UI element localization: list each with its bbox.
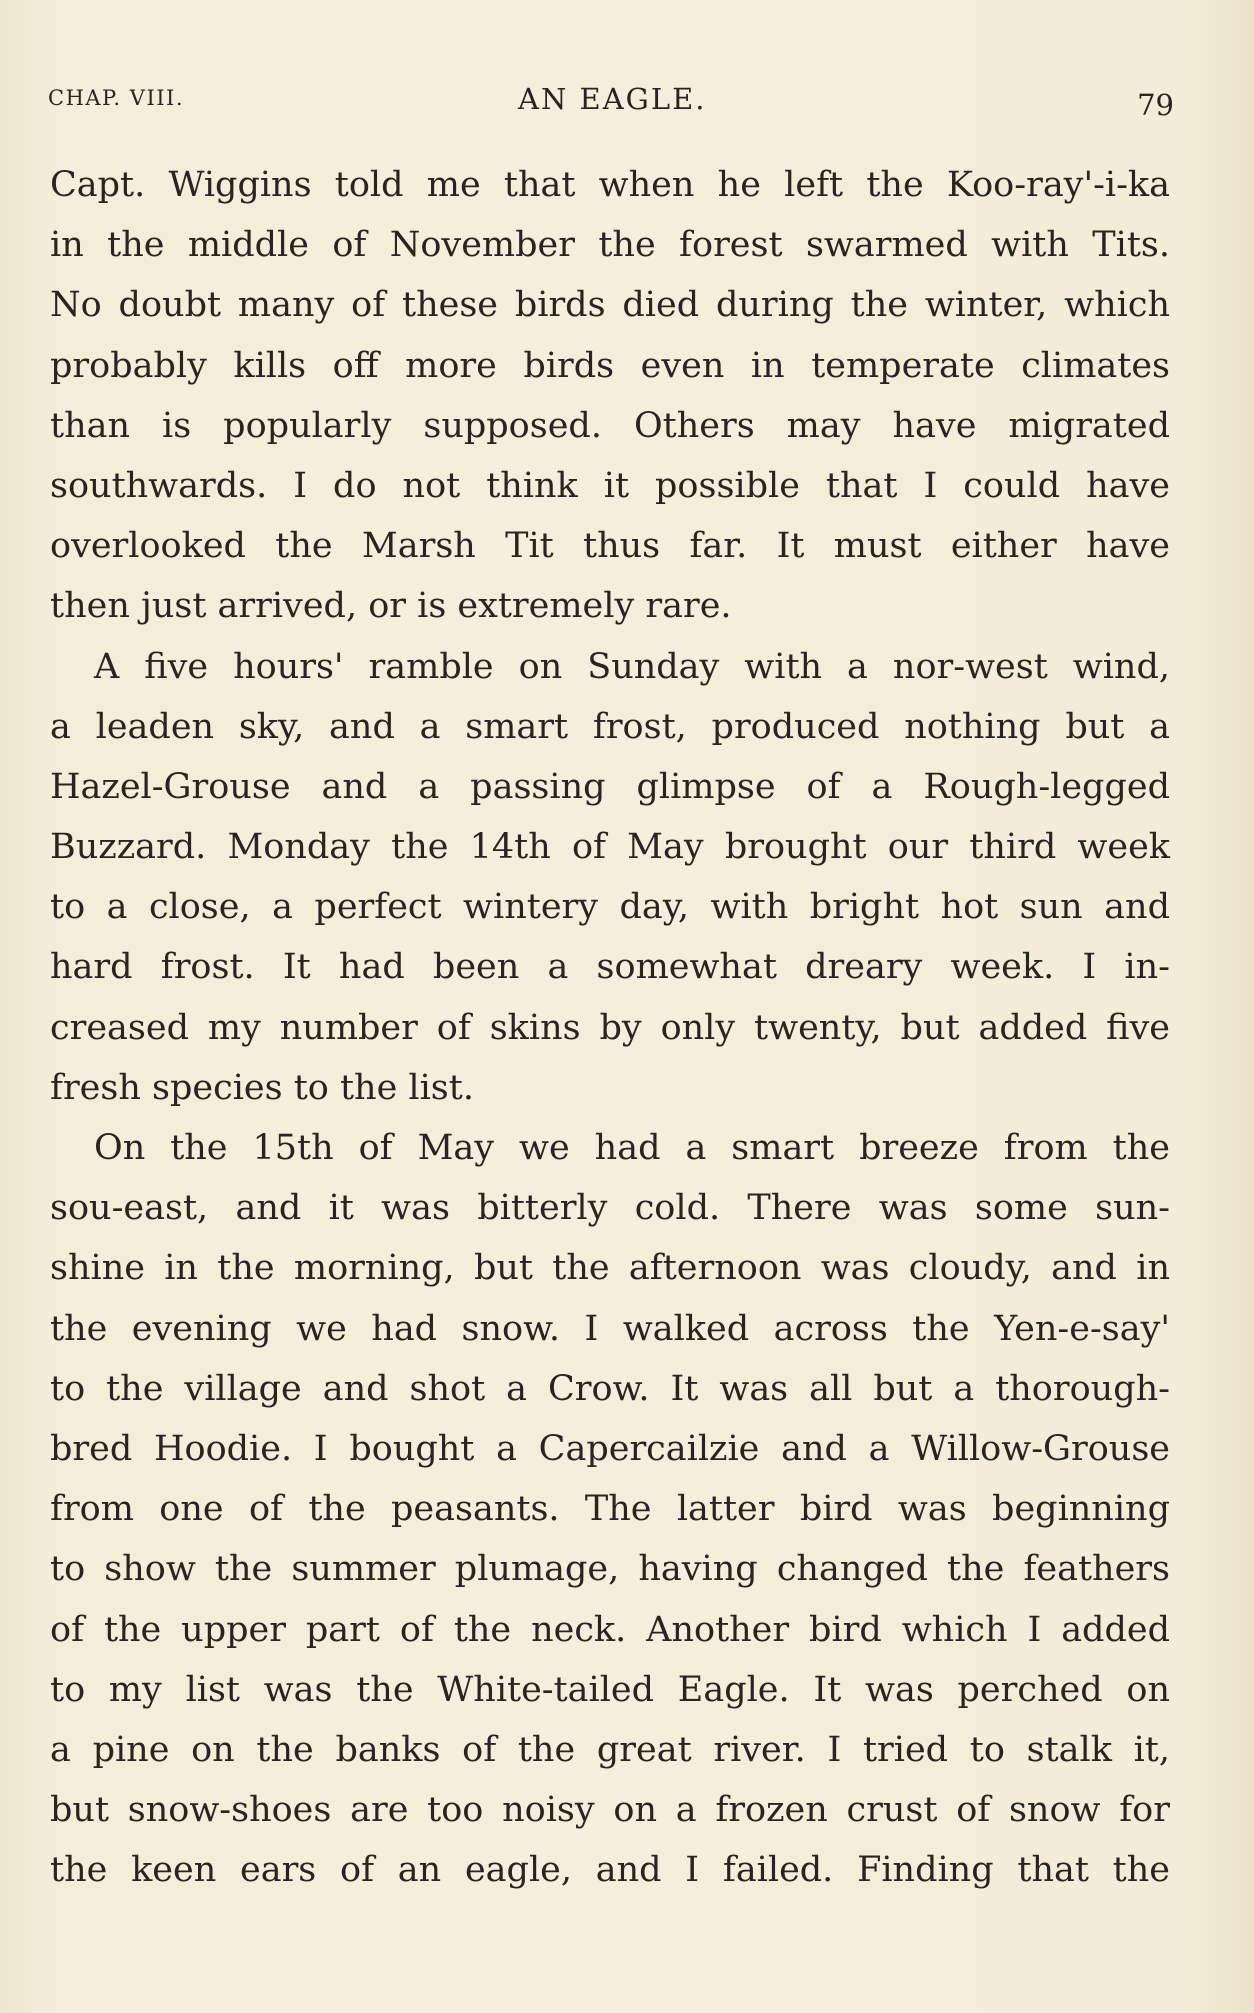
text-line: hard frost. It had been a somewhat dreary week. I in- xyxy=(50,947,1170,988)
text-line: On the 15th of May we had a smart breeze from the xyxy=(94,1128,1170,1168)
text-line: shine in the morning, but the afternoon was cloudy, and in xyxy=(50,1248,1170,1289)
text-line: than is popularly supposed. Others may have migrated xyxy=(50,405,1170,446)
text-line: Hazel-Grouse and a passing glimpse of a Rough-legged xyxy=(50,766,1170,807)
text-line: of the upper part of the neck. Another bird which I added xyxy=(50,1609,1170,1650)
text-line: to a close, a perfect wintery day, with bright hot sun and xyxy=(50,887,1170,928)
text-line: but snow-shoes are too noisy on a frozen crust of snow for xyxy=(50,1790,1170,1831)
running-header xyxy=(48,82,1174,122)
text-line: A five hours' ramble on Sunday with a nor-west wind, xyxy=(94,646,1170,687)
body-text xyxy=(30,155,1170,1900)
text-line: a pine on the banks of the great river. I tried to stalk it, xyxy=(50,1729,1170,1770)
text-line: the keen ears of an eagle, and I failed. Finding that the xyxy=(50,1850,1170,1891)
text-line: bred Hoodie. I bought a Capercailzie and a Willow-Grouse xyxy=(50,1428,1170,1469)
text-line: creased my number of skins by only twenty, but added five xyxy=(50,1007,1170,1048)
text-line: to my list was the White-tailed Eagle. It was perched on xyxy=(50,1669,1170,1710)
text-line: Buzzard. Monday the 14th of May brought our third week xyxy=(50,827,1170,868)
text-line: fresh species to the list. xyxy=(50,1067,474,1108)
text-line: to the village and shot a Crow. It was all but a thorough- xyxy=(50,1368,1170,1409)
page-number: 79 xyxy=(1137,88,1174,122)
text-line: sou-east, and it was bitterly cold. There was some sun- xyxy=(50,1188,1170,1229)
text-line: the evening we had snow. I walked across the Yen-e-say' xyxy=(50,1308,1170,1349)
text-line: a leaden sky, and a smart frost, produced nothing but a xyxy=(50,706,1170,747)
text-line: Capt. Wiggins told me that when he left the Koo-ray'-i-ka xyxy=(50,165,1170,205)
text-line: then just arrived, or is extremely rare. xyxy=(50,586,732,627)
text-line: overlooked the Marsh Tit thus far. It must either have xyxy=(50,526,1170,567)
running-title: AN EAGLE. xyxy=(518,82,707,116)
text-line: southwards. I do not think it possible that I could have xyxy=(50,465,1170,506)
text-line: probably kills off more birds even in temperate climates xyxy=(50,345,1170,386)
chapter-label: CHAP. VIII. xyxy=(48,86,184,110)
text-line: No doubt many of these birds died during the winter, which xyxy=(50,285,1170,326)
text-line: in the middle of November the forest swarmed with Tits. xyxy=(50,225,1170,266)
text-line: to show the summer plumage, having changed the feathers xyxy=(50,1549,1170,1590)
text-line: from one of the peasants. The latter bird was beginning xyxy=(50,1489,1170,1530)
